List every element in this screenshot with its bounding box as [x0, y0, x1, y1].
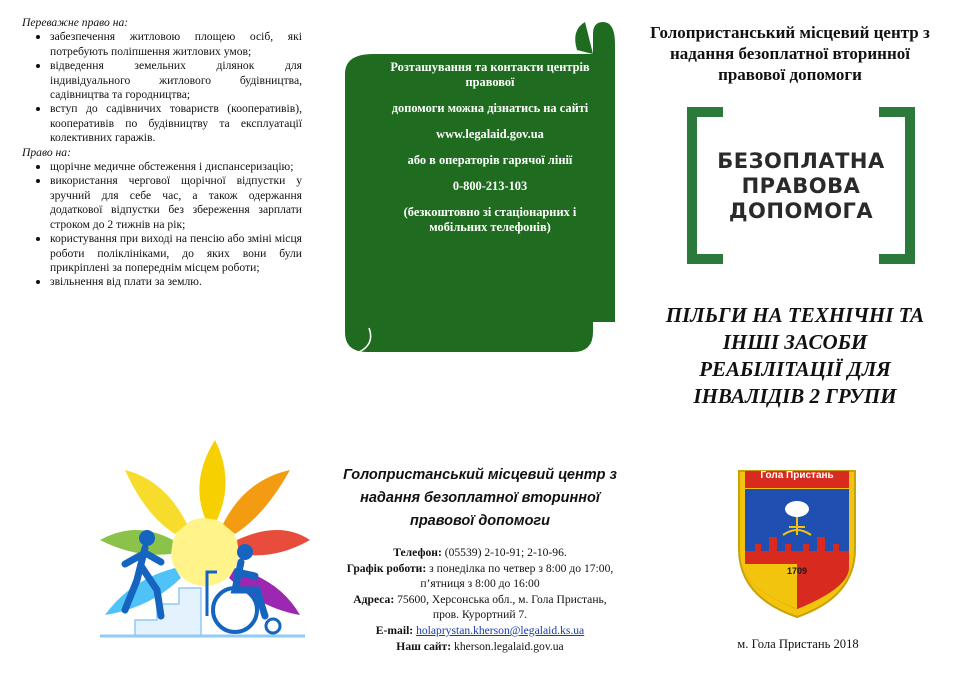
- benefits-list-section: [22, 16, 302, 290]
- list-item: вступ до садівничих товариств (кооперативів), кооперативів по будівництву та експлуатації колективних гаражів.: [22, 102, 302, 145]
- list-item: відведення земельних ділянок для індивідуального житлового будівництва, садівництва та городництва;: [22, 59, 302, 102]
- site-line: [346, 639, 614, 655]
- email-line: [346, 623, 614, 639]
- email-label: E-mail:: [375, 623, 414, 637]
- rights-list: [22, 160, 302, 290]
- website-link[interactable]: www.legalaid.gov.ua: [436, 127, 544, 141]
- crest-banner: Гола Пристань: [760, 470, 834, 481]
- logo-word: БЕЗОПЛАТНА: [717, 149, 885, 173]
- phone-line: [346, 545, 614, 561]
- priority-heading: Переважне право на:: [22, 16, 129, 29]
- contacts-scroll-panel: [345, 22, 615, 352]
- priority-list: [22, 30, 302, 145]
- rights-heading: Право на:: [22, 145, 71, 159]
- schedule-label: Графік роботи:: [346, 561, 427, 575]
- center-title: Голопристанський місцевий центр з надання безоплатної вторинної правової допомоги: [650, 23, 930, 84]
- list-item: користування при виході на пенсію або зміні місця роботи поліклініками, до яких вони були прикріплені за попереднім місцем роботи;: [22, 232, 302, 275]
- brochure-title: ПІЛЬГИ НА ТЕХНІЧНІ ТА ІНШІ ЗАСОБИ РЕАБІЛІТАЦІЇ ДЛЯ ІНВАЛІДІВ 2 ГРУПИ: [665, 303, 925, 408]
- scroll-line-location: Розташування та контакти центрів правової: [390, 60, 590, 89]
- logo-word: ПРАВОВА: [741, 174, 861, 198]
- scroll-line-free: (безкоштовно зі стаціонарних і мобільних телефонів): [403, 205, 577, 234]
- accessibility-sun-illustration-icon: [95, 440, 310, 640]
- footer-location-year: м. Гола Пристань 2018: [737, 637, 859, 651]
- hotline-number: 0-800-213-103: [452, 179, 528, 193]
- phone-value: (05539) 2-10-91; 2-10-96.: [441, 546, 567, 559]
- free-legal-aid-logo: [687, 107, 915, 264]
- site-value[interactable]: kherson.legalaid.gov.ua: [451, 639, 564, 653]
- site-label: Наш сайт:: [396, 639, 452, 653]
- address-value: 75600, Херсонська обл., м. Гола Пристань, пров. Курортний 7.: [394, 592, 607, 622]
- scroll-line-hotline: або в операторів гарячої лінії: [407, 153, 573, 167]
- schedule-value: з понеділка по четвер з 8:00 до 17:00, п’ятниця з 8:00 до 16:00: [420, 561, 614, 591]
- address-line: [346, 592, 614, 623]
- schedule-line: [346, 561, 614, 592]
- contact-details: [346, 545, 614, 654]
- scroll-line-site: допомоги можна дізнатись на сайті: [391, 101, 589, 115]
- logo-word: ДОПОМОГА: [728, 199, 874, 223]
- list-item: забезпечення житловою площею осіб, які потребують поліпшення житлових умов;: [22, 30, 302, 59]
- list-item: використання чергової щорічної відпустки у зручний для себе час, а також одержання додаткової відпустки без збереження зарплати строком до 2 тижнів на рік;: [22, 174, 302, 232]
- town-crest-icon: [735, 469, 859, 619]
- crest-year: 1709: [786, 566, 808, 576]
- phone-label: Телефон:: [393, 546, 442, 559]
- email-link[interactable]: holaprystan.kherson@legalaid.ks.ua: [416, 623, 585, 637]
- address-label: Адреса:: [353, 592, 395, 606]
- list-item: щорічне медичне обстеження і диспансеризацію;: [22, 160, 302, 174]
- list-item: звільнення від плати за землю.: [22, 275, 302, 289]
- center-title-bottom: Голопристанський місцевий центр з надання безоплатної вторинної правової допомоги: [343, 467, 617, 529]
